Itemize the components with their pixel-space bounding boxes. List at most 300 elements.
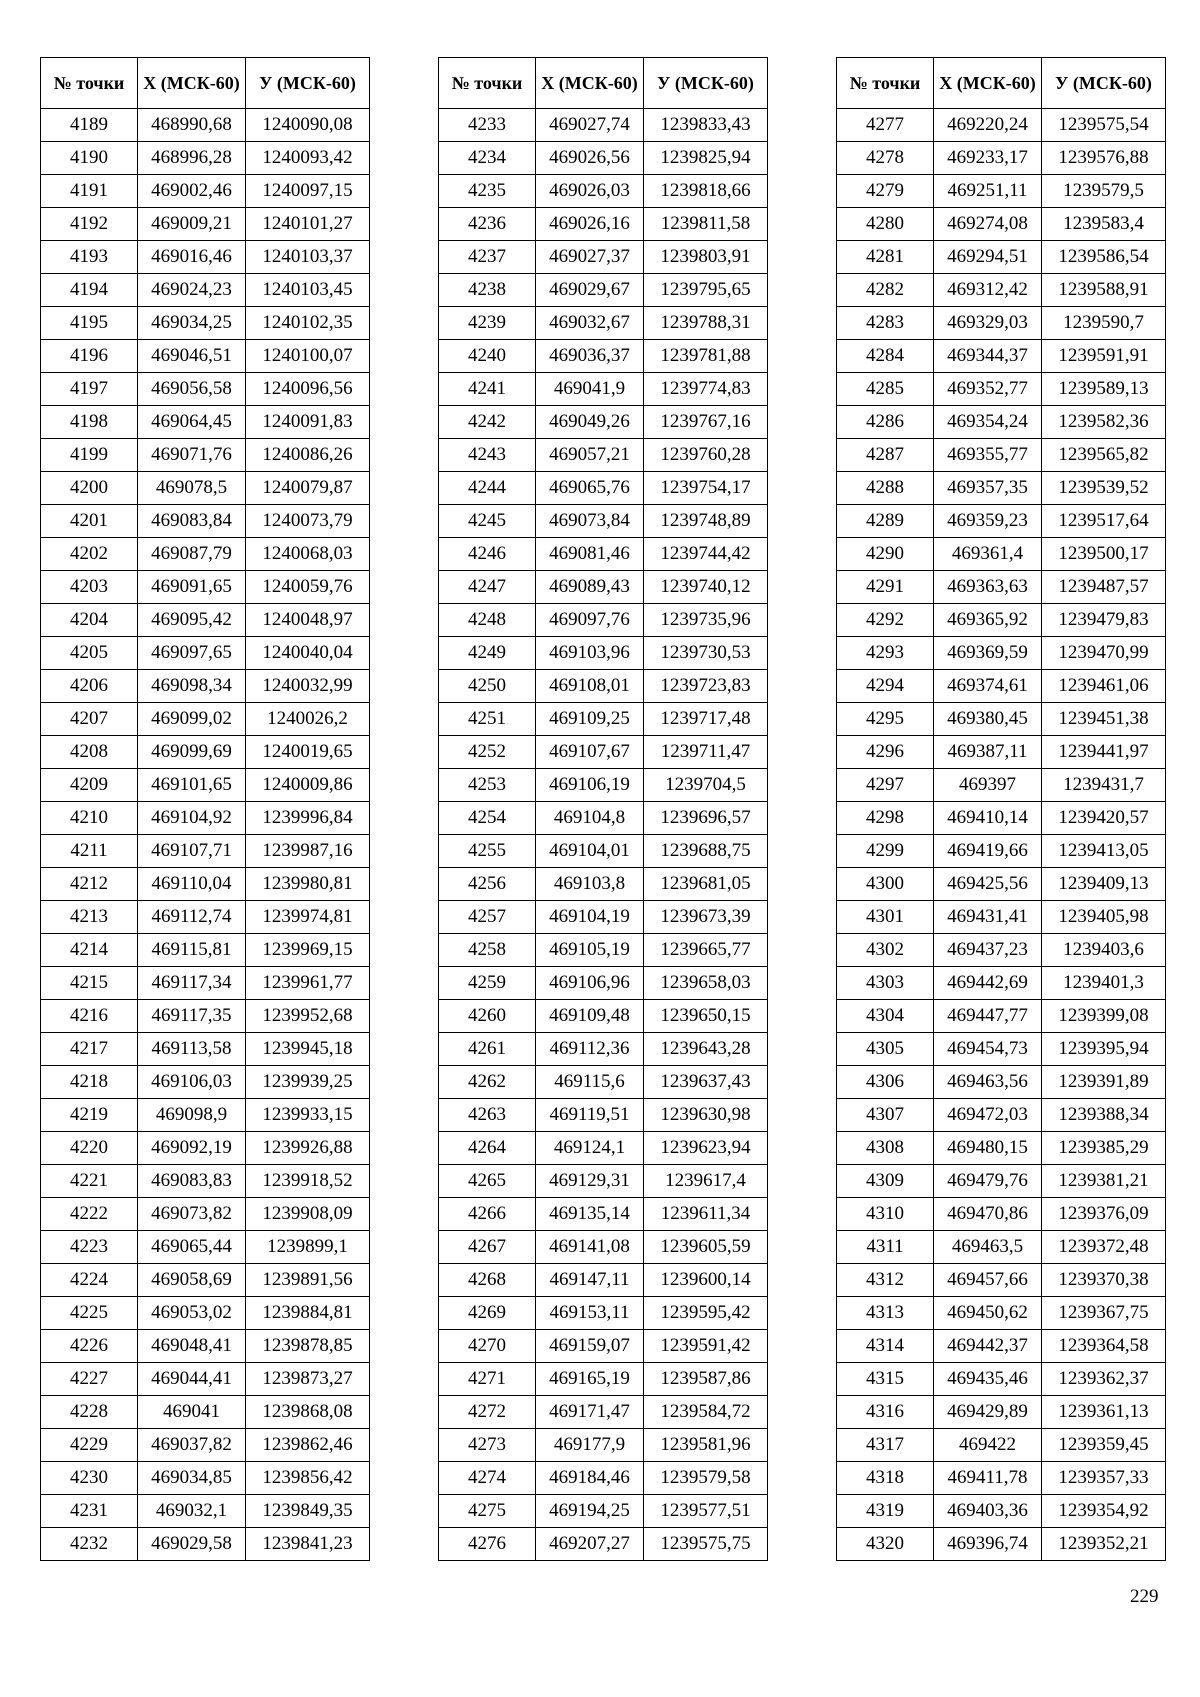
table-row: [41, 1462, 370, 1495]
cell-y-coordinate: 1239658,03: [644, 967, 768, 1000]
cell-x-coordinate: 469089,43: [536, 571, 644, 604]
cell-point-number: 4294: [837, 670, 934, 703]
cell-point-number: 4189: [41, 109, 138, 142]
cell-x-coordinate: 469410,14: [934, 802, 1042, 835]
cell-x-coordinate: 469091,65: [138, 571, 246, 604]
cell-y-coordinate: 1239969,15: [246, 934, 370, 967]
table-row: [837, 175, 1166, 208]
table-row: [41, 373, 370, 406]
cell-point-number: 4231: [41, 1495, 138, 1528]
table-row: [439, 967, 768, 1000]
table-row: [41, 868, 370, 901]
table-row: [837, 373, 1166, 406]
cell-x-coordinate: 469117,35: [138, 1000, 246, 1033]
cell-x-coordinate: 469104,8: [536, 802, 644, 835]
table-row: [439, 142, 768, 175]
cell-x-coordinate: 469159,07: [536, 1330, 644, 1363]
table-row: [41, 571, 370, 604]
cell-y-coordinate: 1239811,58: [644, 208, 768, 241]
table-row: [439, 373, 768, 406]
cell-y-coordinate: 1239357,33: [1042, 1462, 1166, 1495]
cell-y-coordinate: 1239595,42: [644, 1297, 768, 1330]
cell-point-number: 4190: [41, 142, 138, 175]
cell-point-number: 4248: [439, 604, 536, 637]
cell-y-coordinate: 1239849,35: [246, 1495, 370, 1528]
cell-x-coordinate: 469048,41: [138, 1330, 246, 1363]
cell-point-number: 4227: [41, 1363, 138, 1396]
table-row: [41, 1066, 370, 1099]
table-row: [439, 769, 768, 802]
cell-point-number: 4281: [837, 241, 934, 274]
table-row: [837, 934, 1166, 967]
table-row: [439, 1363, 768, 1396]
cell-x-coordinate: 469046,51: [138, 340, 246, 373]
cell-y-coordinate: 1239583,4: [1042, 208, 1166, 241]
header-x-coordinate: X (МСК-60): [934, 58, 1042, 109]
cell-y-coordinate: 1240102,35: [246, 307, 370, 340]
table-row: [41, 934, 370, 967]
table-row: [837, 769, 1166, 802]
table-row: [837, 109, 1166, 142]
cell-y-coordinate: 1239577,51: [644, 1495, 768, 1528]
cell-x-coordinate: 469024,23: [138, 274, 246, 307]
cell-x-coordinate: 469002,46: [138, 175, 246, 208]
cell-y-coordinate: 1240090,08: [246, 109, 370, 142]
cell-y-coordinate: 1239354,92: [1042, 1495, 1166, 1528]
cell-y-coordinate: 1239362,37: [1042, 1363, 1166, 1396]
cell-y-coordinate: 1239704,5: [644, 769, 768, 802]
cell-point-number: 4309: [837, 1165, 934, 1198]
cell-point-number: 4307: [837, 1099, 934, 1132]
cell-y-coordinate: 1239591,42: [644, 1330, 768, 1363]
cell-y-coordinate: 1239774,83: [644, 373, 768, 406]
table-row: [41, 901, 370, 934]
table-row: [439, 835, 768, 868]
cell-point-number: 4214: [41, 934, 138, 967]
cell-point-number: 4300: [837, 868, 934, 901]
cell-point-number: 4243: [439, 439, 536, 472]
cell-y-coordinate: 1239974,81: [246, 901, 370, 934]
cell-point-number: 4194: [41, 274, 138, 307]
header-x-coordinate: X (МСК-60): [138, 58, 246, 109]
table-row: [837, 967, 1166, 1000]
cell-y-coordinate: 1239744,42: [644, 538, 768, 571]
cell-point-number: 4193: [41, 241, 138, 274]
cell-point-number: 4305: [837, 1033, 934, 1066]
table-row: [837, 901, 1166, 934]
cell-x-coordinate: 469361,4: [934, 538, 1042, 571]
cell-x-coordinate: 469034,25: [138, 307, 246, 340]
cell-x-coordinate: 469470,86: [934, 1198, 1042, 1231]
cell-x-coordinate: 469064,45: [138, 406, 246, 439]
cell-x-coordinate: 469026,56: [536, 142, 644, 175]
cell-y-coordinate: 1239868,08: [246, 1396, 370, 1429]
cell-y-coordinate: 1239803,91: [644, 241, 768, 274]
table-row: [439, 1066, 768, 1099]
cell-y-coordinate: 1240100,07: [246, 340, 370, 373]
cell-x-coordinate: 469397: [934, 769, 1042, 802]
table-row: [41, 1297, 370, 1330]
cell-y-coordinate: 1239364,58: [1042, 1330, 1166, 1363]
table-row: [439, 1231, 768, 1264]
table-row: [41, 736, 370, 769]
cell-y-coordinate: 1239926,88: [246, 1132, 370, 1165]
cell-x-coordinate: 469056,58: [138, 373, 246, 406]
table-row: [41, 1132, 370, 1165]
cell-x-coordinate: 469108,01: [536, 670, 644, 703]
table-row: [439, 1462, 768, 1495]
cell-x-coordinate: 469450,62: [934, 1297, 1042, 1330]
table-row: [837, 340, 1166, 373]
cell-x-coordinate: 469053,02: [138, 1297, 246, 1330]
cell-point-number: 4285: [837, 373, 934, 406]
table-row: [837, 1396, 1166, 1429]
cell-point-number: 4302: [837, 934, 934, 967]
cell-y-coordinate: 1239637,43: [644, 1066, 768, 1099]
cell-x-coordinate: 469454,73: [934, 1033, 1042, 1066]
cell-point-number: 4225: [41, 1297, 138, 1330]
cell-point-number: 4303: [837, 967, 934, 1000]
cell-x-coordinate: 469034,85: [138, 1462, 246, 1495]
table-row: [439, 1528, 768, 1561]
cell-point-number: 4315: [837, 1363, 934, 1396]
cell-x-coordinate: 469106,96: [536, 967, 644, 1000]
cell-y-coordinate: 1239586,54: [1042, 241, 1166, 274]
cell-point-number: 4213: [41, 901, 138, 934]
cell-y-coordinate: 1239575,75: [644, 1528, 768, 1561]
table-row: [41, 142, 370, 175]
cell-y-coordinate: 1239388,34: [1042, 1099, 1166, 1132]
table-row: [439, 406, 768, 439]
cell-point-number: 4203: [41, 571, 138, 604]
cell-y-coordinate: 1239395,94: [1042, 1033, 1166, 1066]
cell-y-coordinate: 1239945,18: [246, 1033, 370, 1066]
cell-x-coordinate: 469194,25: [536, 1495, 644, 1528]
cell-x-coordinate: 469431,41: [934, 901, 1042, 934]
cell-x-coordinate: 469027,37: [536, 241, 644, 274]
cell-y-coordinate: 1240026,2: [246, 703, 370, 736]
cell-point-number: 4279: [837, 175, 934, 208]
cell-y-coordinate: 1239788,31: [644, 307, 768, 340]
cell-y-coordinate: 1239711,47: [644, 736, 768, 769]
cell-y-coordinate: 1239565,82: [1042, 439, 1166, 472]
cell-y-coordinate: 1239643,28: [644, 1033, 768, 1066]
cell-point-number: 4192: [41, 208, 138, 241]
cell-y-coordinate: 1240093,42: [246, 142, 370, 175]
table-row: [41, 1330, 370, 1363]
cell-y-coordinate: 1239623,94: [644, 1132, 768, 1165]
table-row: [41, 406, 370, 439]
cell-y-coordinate: 1239431,7: [1042, 769, 1166, 802]
cell-point-number: 4195: [41, 307, 138, 340]
cell-y-coordinate: 1239681,05: [644, 868, 768, 901]
cell-x-coordinate: 469071,76: [138, 439, 246, 472]
cell-y-coordinate: 1239873,27: [246, 1363, 370, 1396]
cell-x-coordinate: 469442,69: [934, 967, 1042, 1000]
cell-x-coordinate: 469329,03: [934, 307, 1042, 340]
cell-point-number: 4267: [439, 1231, 536, 1264]
cell-y-coordinate: 1239591,91: [1042, 340, 1166, 373]
table-row: [439, 802, 768, 835]
cell-y-coordinate: 1239405,98: [1042, 901, 1166, 934]
table-row: [439, 274, 768, 307]
cell-y-coordinate: 1239399,08: [1042, 1000, 1166, 1033]
cell-y-coordinate: 1239939,25: [246, 1066, 370, 1099]
cell-x-coordinate: 469363,63: [934, 571, 1042, 604]
header-point-number: № точки: [837, 58, 934, 109]
table-row: [439, 736, 768, 769]
cell-y-coordinate: 1239818,66: [644, 175, 768, 208]
cell-y-coordinate: 1239352,21: [1042, 1528, 1166, 1561]
cell-point-number: 4265: [439, 1165, 536, 1198]
table-row: [837, 1198, 1166, 1231]
cell-x-coordinate: 469044,41: [138, 1363, 246, 1396]
table-row: [439, 703, 768, 736]
cell-point-number: 4230: [41, 1462, 138, 1495]
cell-x-coordinate: 469251,11: [934, 175, 1042, 208]
table-row: [837, 1033, 1166, 1066]
table-row: [837, 1429, 1166, 1462]
header-row: [41, 58, 370, 109]
cell-point-number: 4256: [439, 868, 536, 901]
cell-x-coordinate: 469103,8: [536, 868, 644, 901]
table-row: [41, 274, 370, 307]
cell-y-coordinate: 1239441,97: [1042, 736, 1166, 769]
cell-x-coordinate: 469355,77: [934, 439, 1042, 472]
cell-y-coordinate: 1239730,53: [644, 637, 768, 670]
cell-point-number: 4317: [837, 1429, 934, 1462]
cell-x-coordinate: 469087,79: [138, 538, 246, 571]
cell-y-coordinate: 1239461,06: [1042, 670, 1166, 703]
cell-x-coordinate: 469147,11: [536, 1264, 644, 1297]
cell-point-number: 4283: [837, 307, 934, 340]
table-row: [41, 1198, 370, 1231]
cell-point-number: 4291: [837, 571, 934, 604]
cell-point-number: 4239: [439, 307, 536, 340]
cell-y-coordinate: 1239413,05: [1042, 835, 1166, 868]
table-row: [837, 505, 1166, 538]
table-row: [439, 901, 768, 934]
cell-y-coordinate: 1239961,77: [246, 967, 370, 1000]
cell-y-coordinate: 1239584,72: [644, 1396, 768, 1429]
cell-point-number: 4295: [837, 703, 934, 736]
cell-x-coordinate: 469029,67: [536, 274, 644, 307]
cell-x-coordinate: 469429,89: [934, 1396, 1042, 1429]
cell-y-coordinate: 1239754,17: [644, 472, 768, 505]
header-x-coordinate: X (МСК-60): [536, 58, 644, 109]
cell-y-coordinate: 1239589,13: [1042, 373, 1166, 406]
table-row: [41, 340, 370, 373]
cell-point-number: 4289: [837, 505, 934, 538]
table-row: [837, 1165, 1166, 1198]
table-row: [41, 307, 370, 340]
cell-y-coordinate: 1240009,86: [246, 769, 370, 802]
cell-y-coordinate: 1239575,54: [1042, 109, 1166, 142]
cell-point-number: 4241: [439, 373, 536, 406]
cell-x-coordinate: 469092,19: [138, 1132, 246, 1165]
cell-point-number: 4263: [439, 1099, 536, 1132]
cell-point-number: 4311: [837, 1231, 934, 1264]
table-row: [439, 307, 768, 340]
cell-y-coordinate: 1240091,83: [246, 406, 370, 439]
table-row: [439, 175, 768, 208]
table-row: [837, 1231, 1166, 1264]
table-row: [41, 1396, 370, 1429]
cell-y-coordinate: 1240101,27: [246, 208, 370, 241]
cell-y-coordinate: 1239420,57: [1042, 802, 1166, 835]
cell-x-coordinate: 469220,24: [934, 109, 1042, 142]
table-row: [41, 1363, 370, 1396]
coordinates-table-2: [438, 57, 768, 1561]
cell-y-coordinate: 1239748,89: [644, 505, 768, 538]
cell-x-coordinate: 469098,34: [138, 670, 246, 703]
cell-y-coordinate: 1239696,57: [644, 802, 768, 835]
cell-x-coordinate: 469097,65: [138, 637, 246, 670]
table-row: [41, 208, 370, 241]
cell-y-coordinate: 1239367,75: [1042, 1297, 1166, 1330]
table-row: [41, 1000, 370, 1033]
table-row: [837, 802, 1166, 835]
cell-y-coordinate: 1239587,86: [644, 1363, 768, 1396]
table-row: [837, 142, 1166, 175]
cell-x-coordinate: 469065,44: [138, 1231, 246, 1264]
table-row: [439, 340, 768, 373]
cell-x-coordinate: 469129,31: [536, 1165, 644, 1198]
cell-x-coordinate: 469294,51: [934, 241, 1042, 274]
cell-x-coordinate: 469422: [934, 1429, 1042, 1462]
table-row: [439, 109, 768, 142]
cell-point-number: 4205: [41, 637, 138, 670]
cell-y-coordinate: 1239391,89: [1042, 1066, 1166, 1099]
table-row: [41, 439, 370, 472]
cell-y-coordinate: 1239582,36: [1042, 406, 1166, 439]
cell-point-number: 4246: [439, 538, 536, 571]
cell-x-coordinate: 469124,1: [536, 1132, 644, 1165]
cell-x-coordinate: 469041,9: [536, 373, 644, 406]
cell-x-coordinate: 469106,03: [138, 1066, 246, 1099]
cell-y-coordinate: 1239795,65: [644, 274, 768, 307]
cell-point-number: 4304: [837, 1000, 934, 1033]
cell-point-number: 4210: [41, 802, 138, 835]
table-row: [439, 208, 768, 241]
cell-y-coordinate: 1239740,12: [644, 571, 768, 604]
cell-x-coordinate: 469463,5: [934, 1231, 1042, 1264]
cell-x-coordinate: 469057,21: [536, 439, 644, 472]
table-row: [41, 1165, 370, 1198]
cell-x-coordinate: 469032,1: [138, 1495, 246, 1528]
table-row: [439, 571, 768, 604]
cell-y-coordinate: 1239760,28: [644, 439, 768, 472]
cell-x-coordinate: 469016,46: [138, 241, 246, 274]
cell-x-coordinate: 469387,11: [934, 736, 1042, 769]
table-row: [837, 670, 1166, 703]
cell-x-coordinate: 469049,26: [536, 406, 644, 439]
cell-point-number: 4299: [837, 835, 934, 868]
cell-x-coordinate: 469107,71: [138, 835, 246, 868]
cell-x-coordinate: 469352,77: [934, 373, 1042, 406]
cell-point-number: 4251: [439, 703, 536, 736]
cell-x-coordinate: 469101,65: [138, 769, 246, 802]
cell-point-number: 4284: [837, 340, 934, 373]
cell-point-number: 4244: [439, 472, 536, 505]
table-row: [41, 835, 370, 868]
cell-y-coordinate: 1239688,75: [644, 835, 768, 868]
cell-point-number: 4233: [439, 109, 536, 142]
header-y-coordinate: У (МСК-60): [1042, 58, 1166, 109]
table-row: [837, 1330, 1166, 1363]
cell-x-coordinate: 469425,56: [934, 868, 1042, 901]
table-row: [837, 1264, 1166, 1297]
table-row: [439, 1297, 768, 1330]
cell-point-number: 4273: [439, 1429, 536, 1462]
table-row: [41, 505, 370, 538]
cell-point-number: 4238: [439, 274, 536, 307]
cell-x-coordinate: 469041: [138, 1396, 246, 1429]
cell-x-coordinate: 469104,19: [536, 901, 644, 934]
cell-point-number: 4314: [837, 1330, 934, 1363]
cell-x-coordinate: 469104,92: [138, 802, 246, 835]
cell-y-coordinate: 1239899,1: [246, 1231, 370, 1264]
cell-x-coordinate: 469479,76: [934, 1165, 1042, 1198]
cell-point-number: 4235: [439, 175, 536, 208]
table-row: [837, 307, 1166, 340]
cell-x-coordinate: 469184,46: [536, 1462, 644, 1495]
cell-x-coordinate: 469081,46: [536, 538, 644, 571]
table-row: [439, 1099, 768, 1132]
cell-point-number: 4223: [41, 1231, 138, 1264]
cell-point-number: 4250: [439, 670, 536, 703]
table-row: [439, 1165, 768, 1198]
cell-point-number: 4268: [439, 1264, 536, 1297]
table-row: [837, 406, 1166, 439]
cell-x-coordinate: 469437,23: [934, 934, 1042, 967]
table-row: [439, 1198, 768, 1231]
cell-point-number: 4234: [439, 142, 536, 175]
table-row: [837, 1000, 1166, 1033]
cell-y-coordinate: 1240032,99: [246, 670, 370, 703]
table-row: [837, 571, 1166, 604]
cell-y-coordinate: 1239996,84: [246, 802, 370, 835]
cell-x-coordinate: 469078,5: [138, 472, 246, 505]
cell-point-number: 4226: [41, 1330, 138, 1363]
cell-point-number: 4229: [41, 1429, 138, 1462]
cell-point-number: 4211: [41, 835, 138, 868]
cell-point-number: 4208: [41, 736, 138, 769]
cell-x-coordinate: 469274,08: [934, 208, 1042, 241]
cell-x-coordinate: 469027,74: [536, 109, 644, 142]
cell-y-coordinate: 1239588,91: [1042, 274, 1166, 307]
table-row: [41, 472, 370, 505]
cell-point-number: 4197: [41, 373, 138, 406]
page-number: 229: [1130, 1586, 1159, 1607]
cell-y-coordinate: 1240073,79: [246, 505, 370, 538]
cell-x-coordinate: 469073,84: [536, 505, 644, 538]
cell-point-number: 4269: [439, 1297, 536, 1330]
cell-point-number: 4264: [439, 1132, 536, 1165]
cell-point-number: 4261: [439, 1033, 536, 1066]
table-row: [41, 1495, 370, 1528]
cell-y-coordinate: 1239878,85: [246, 1330, 370, 1363]
cell-point-number: 4237: [439, 241, 536, 274]
cell-point-number: 4318: [837, 1462, 934, 1495]
cell-point-number: 4245: [439, 505, 536, 538]
cell-point-number: 4293: [837, 637, 934, 670]
cell-x-coordinate: 469107,67: [536, 736, 644, 769]
cell-y-coordinate: 1239359,45: [1042, 1429, 1166, 1462]
cell-point-number: 4270: [439, 1330, 536, 1363]
cell-point-number: 4259: [439, 967, 536, 1000]
cell-point-number: 4204: [41, 604, 138, 637]
